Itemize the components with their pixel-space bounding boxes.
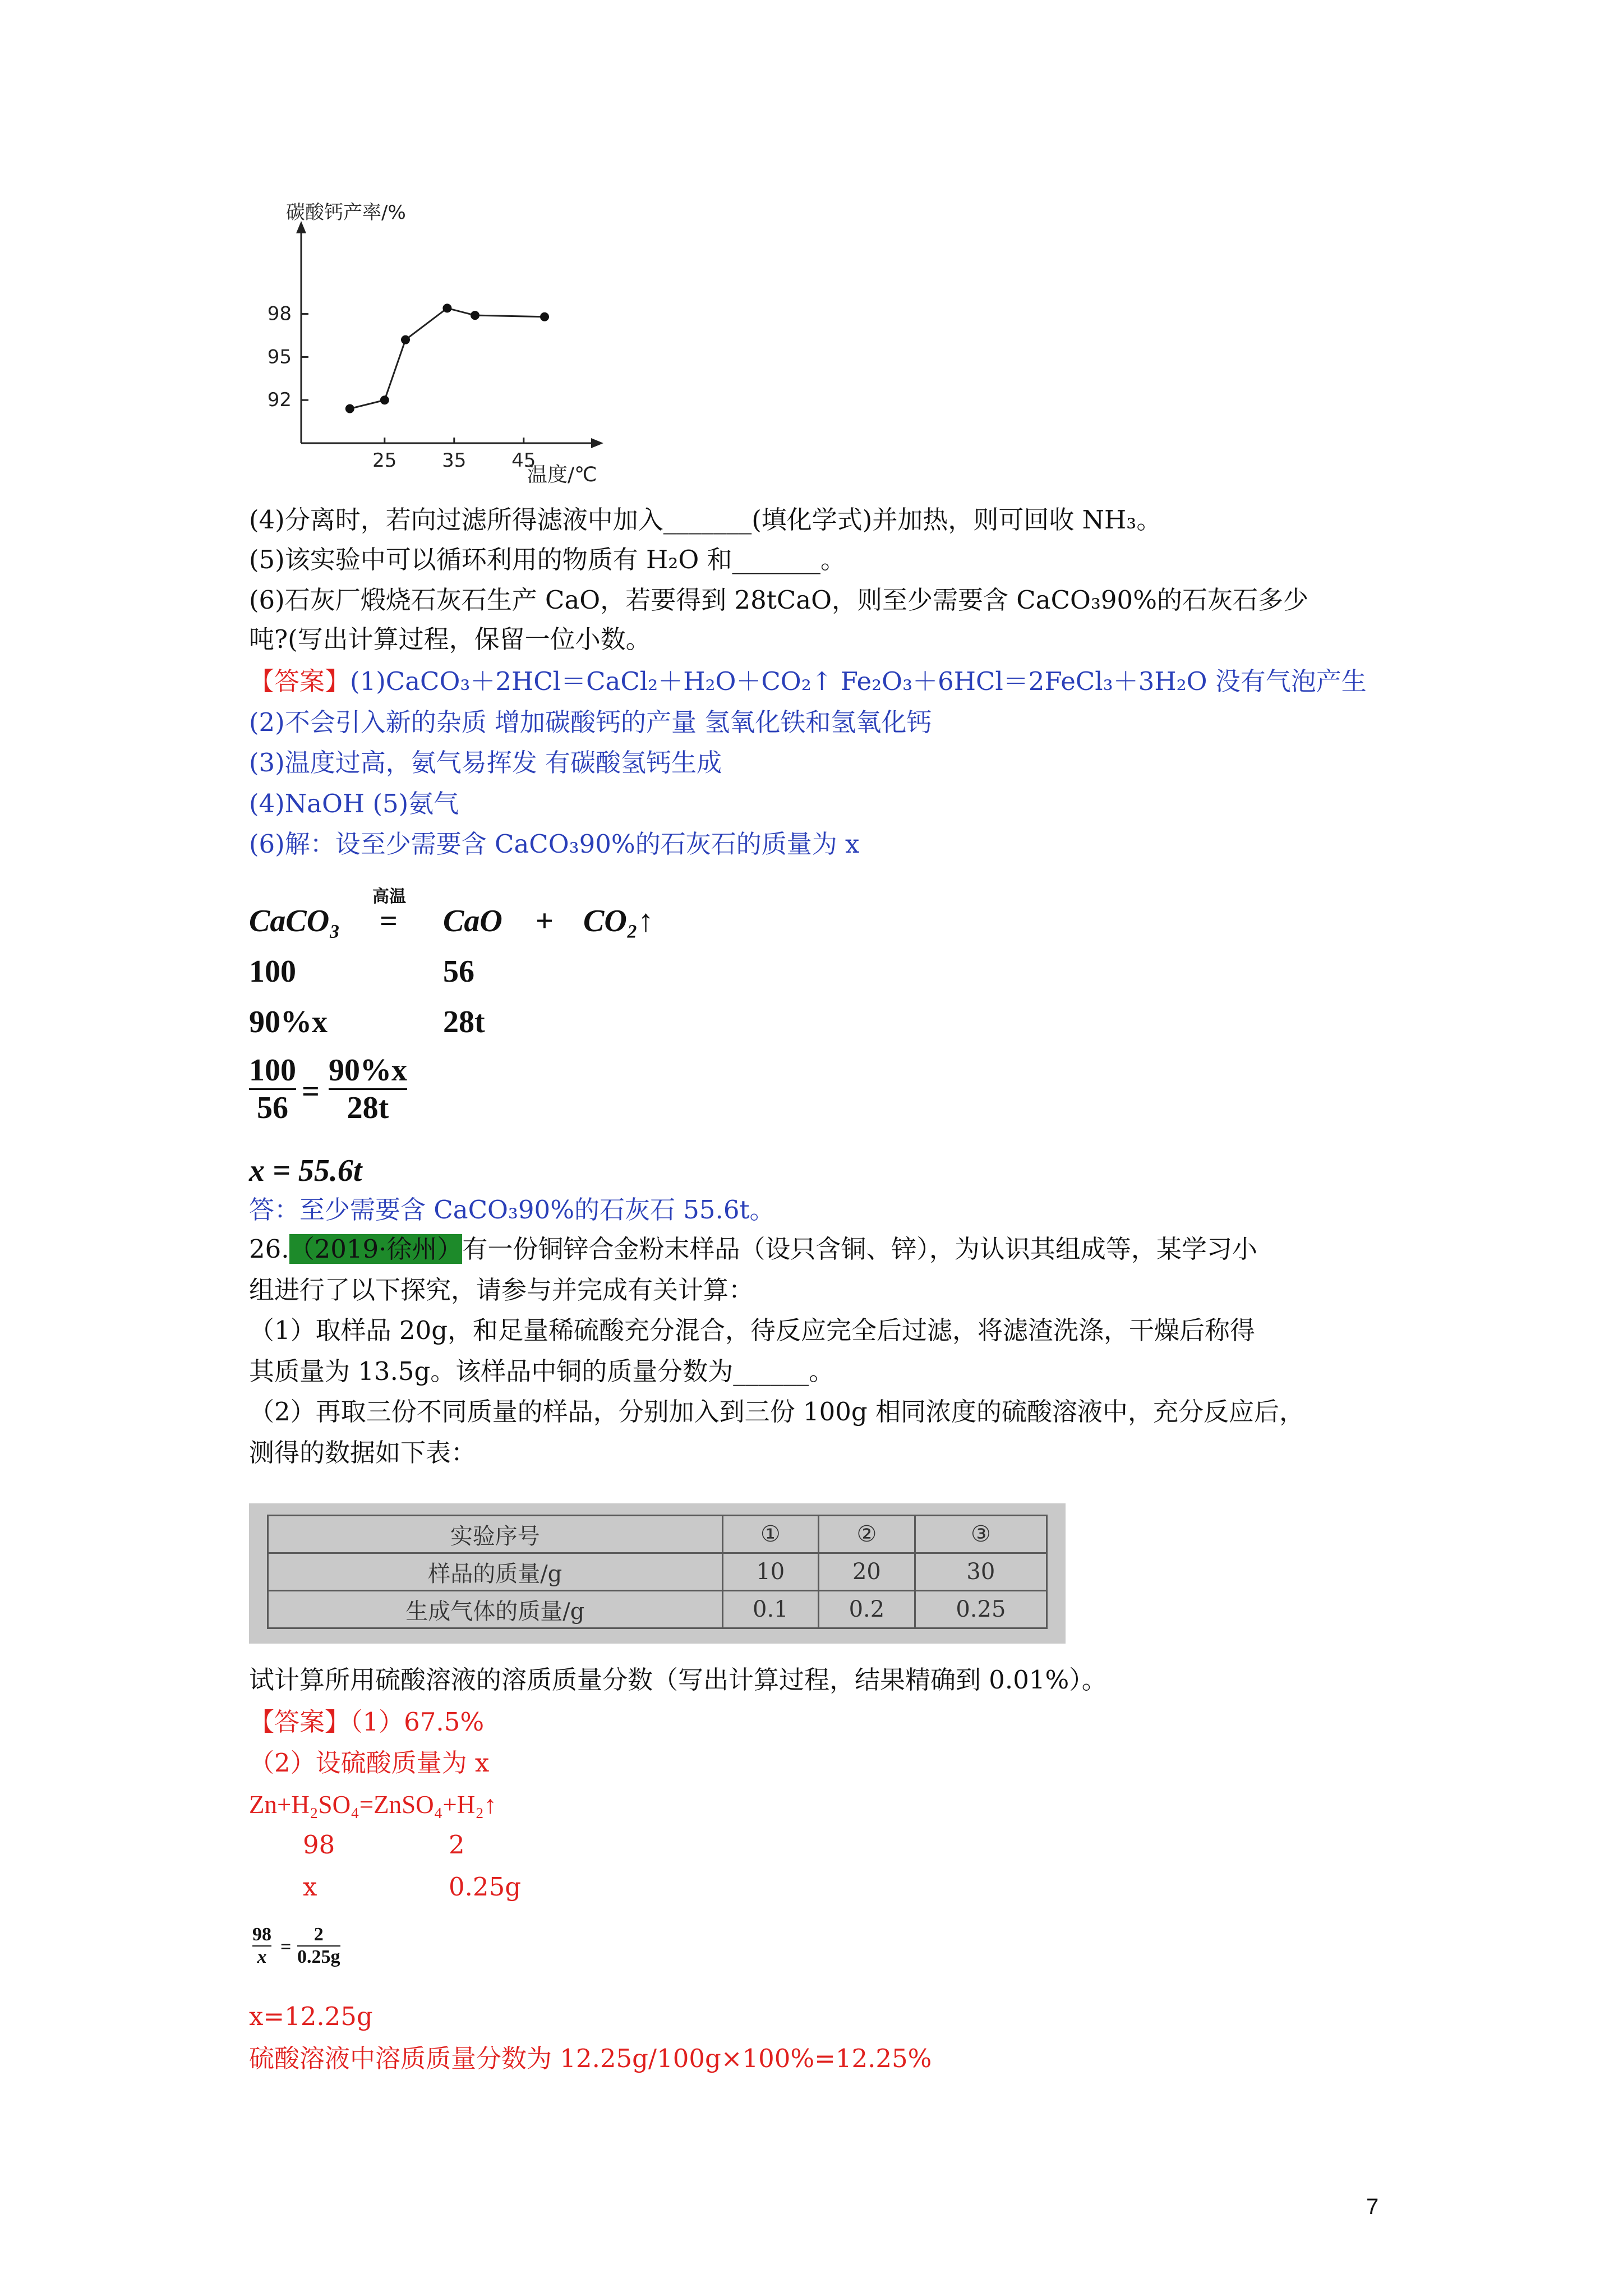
table-row	[268, 1553, 1047, 1591]
question-26-line1	[249, 1232, 1257, 1266]
answer-2-result: x=12.25g	[249, 2001, 373, 2031]
answer-1-line3: (3)温度过高，氨气易挥发 有碳酸氢钙生成	[249, 748, 722, 777]
answer-2-fraction-left: 98 x	[252, 1924, 271, 1967]
answer-2-line1: 【答案】（1）67.5%	[249, 1707, 485, 1737]
eq-equals: =	[380, 904, 398, 938]
question-6-line2: 吨?(写出计算过程，保留一位小数。	[249, 624, 651, 654]
chart-ylabel: 碳酸钙产率/%	[286, 201, 406, 224]
question-6-line1: (6)石灰厂煅烧石灰石生产 CaO，若要得到 28tCaO，则至少需要含 CaCO₃90%的石灰石多少	[249, 585, 1308, 615]
table-cell: 样品的质量/g	[268, 1553, 723, 1591]
question-26-part1-line2: 其质量为 13.5g。该样品中铜的质量分数为______。	[249, 1356, 834, 1386]
question-26-line2: 组进行了以下探究，请参与并完成有关计算：	[249, 1275, 754, 1305]
answer-1-final: 答：至少需要含 CaCO₃90%的石灰石 55.6t。	[249, 1195, 775, 1225]
answer-2-actual-h2so4: x	[303, 1872, 317, 1902]
table-cell: ①	[722, 1516, 819, 1553]
eq-actual-caco3: 90%x	[249, 1005, 328, 1039]
eq-plus: +	[536, 904, 554, 938]
eq-cao: CaO	[443, 904, 502, 938]
answer-2-fraction-equals: =	[280, 1936, 292, 1957]
eq-fraction-equals: =	[302, 1074, 320, 1109]
eq-mass-cao: 56	[443, 954, 474, 989]
answer-label: 【答案】	[249, 666, 351, 696]
question-26-ask: 试计算所用硫酸溶液的溶质质量分数（写出计算过程，结果精确到 0.01%）。	[249, 1665, 1107, 1695]
chart-xlabel: 温度/℃	[527, 463, 597, 486]
table-cell: 30	[915, 1553, 1046, 1591]
data-point	[471, 311, 479, 320]
question-5: (5)该实验中可以循环利用的物质有 H₂O 和_______。	[249, 545, 846, 574]
table-row	[268, 1516, 1047, 1553]
yield-temperature-chart	[264, 196, 623, 499]
x-tick-label: 35	[442, 449, 467, 472]
question-26-part2-line1: （2）再取三份不同质量的样品，分别加入到三份 100g 相同浓度的硫酸溶液中，充分反应后，	[249, 1397, 1304, 1427]
data-point	[442, 303, 451, 312]
answer-1-line5: (6)解：设至少需要含 CaCO₃90%的石灰石的质量为 x	[249, 829, 860, 859]
data-point	[540, 312, 549, 321]
question-4: (4)分离时，若向过滤所得滤液中加入_______(填化学式)并加热，则可回收 NH₃。	[249, 505, 1162, 535]
table-row	[268, 1591, 1047, 1628]
page-number: 7	[1366, 2194, 1379, 2219]
answer-1-line1	[249, 665, 1367, 698]
eq-result: x = 55.6t	[249, 1153, 362, 1188]
eq-fraction-right: 90%x 28t	[329, 1053, 407, 1125]
chart-series-points	[345, 303, 549, 413]
table-cell: 实验序号	[268, 1516, 723, 1553]
x-tick-label: 25	[372, 449, 397, 472]
question-26-text: 有一份铜锌合金粉末样品（设只含铜、锌），为认识其组成等，某学习小	[462, 1234, 1257, 1264]
answer-2-mass-h2: 2	[449, 1830, 465, 1860]
answer-2-line2: （2）设硫酸质量为 x	[249, 1748, 490, 1778]
answer-1-text: (1)CaCO₃＋2HCl＝CaCl₂＋H₂O＋CO₂↑ Fe₂O₃＋6HCl＝2FeCl₃＋3H₂O 没有气泡产生	[350, 666, 1367, 696]
y-tick-label: 92	[267, 389, 292, 412]
table-cell: 0.25	[915, 1591, 1046, 1628]
eq-condition: 高温	[372, 887, 406, 907]
table-cell: ③	[915, 1516, 1046, 1553]
y-tick-label: 98	[267, 302, 292, 325]
chart-y-ticks	[268, 303, 308, 412]
answer-1-line4: (4)NaOH (5)氨气	[249, 789, 459, 818]
table-cell: 0.2	[819, 1591, 915, 1628]
data-point	[380, 395, 389, 404]
eq-caco3: CaCO₃	[249, 904, 340, 938]
question-number: 26.	[249, 1234, 289, 1264]
y-tick-label: 95	[267, 346, 292, 369]
answer-2-actual-h2: 0.25g	[449, 1872, 522, 1902]
eq-fraction-left: 100 56	[249, 1053, 296, 1125]
question-source-tag: （2019·徐州）	[289, 1234, 463, 1264]
chart-axes	[296, 221, 603, 448]
answer-2-final: 硫酸溶液中溶质质量分数为 12.25g/100g×100%=12.25%	[249, 2044, 932, 2073]
x-tick-label: 45	[511, 449, 536, 472]
data-point	[401, 335, 410, 344]
data-point	[345, 404, 354, 413]
answer-2-equation: Zn+H₂SO₄=ZnSO₄+H₂↑	[249, 1791, 497, 1819]
table-cell: 20	[819, 1553, 915, 1591]
table-cell: 10	[722, 1553, 819, 1591]
table-cell: ②	[819, 1516, 915, 1553]
eq-mass-caco3: 100	[249, 954, 296, 989]
question-26-part2-line2: 测得的数据如下表：	[249, 1438, 477, 1467]
answer-2-mass-h2so4: 98	[303, 1830, 335, 1860]
eq-co2: CO₂↑	[583, 904, 654, 938]
answer-2-fraction-right: 2 0.25g	[297, 1924, 340, 1967]
table-cell: 0.1	[722, 1591, 819, 1628]
question-26-part1-line1: （1）取样品 20g，和足量稀硫酸充分混合，待反应完全后过滤，将滤渣洗涤，干燥后称得	[249, 1315, 1256, 1345]
answer-1-line2: (2)不会引入新的杂质 增加碳酸钙的产量 氢氧化铁和氢氧化钙	[249, 707, 932, 737]
table-cell: 生成气体的质量/g	[268, 1591, 723, 1628]
chart-series-line	[350, 308, 545, 408]
data-table	[267, 1515, 1048, 1629]
eq-actual-cao: 28t	[443, 1005, 485, 1039]
data-table-image	[249, 1503, 1066, 1644]
